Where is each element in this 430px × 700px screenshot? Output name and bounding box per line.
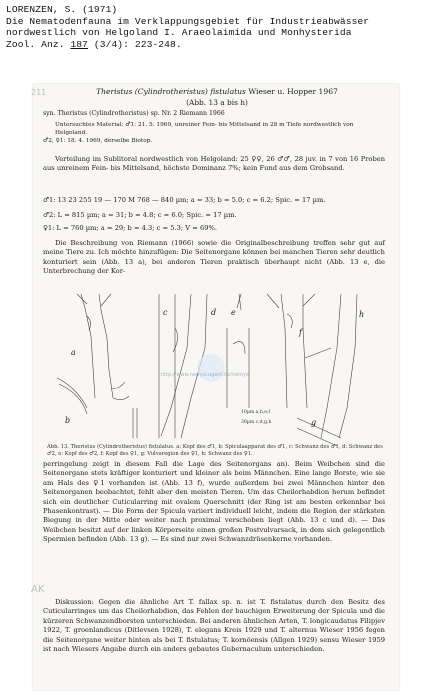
pencil-note-side: AK: [31, 584, 45, 595]
figure-label-a: a: [71, 348, 76, 357]
discussion-paragraph: Diskussion: Gegen die ähnliche Art T. fallax sp. n. ist T. fistulatus durch den Besitz des Cuticularringes um das Cheilorhabdion, das Fehlen der bauchigen Erweiterung der Spicula und die kürzeren Schwanzendborsten unterschieden. Bei anderen ähnlichen Arten, T. longicaudatus Filipjev 1922, T. groenlandicus (Ditlevsen 1928), T. elegans Kreis 1929 und T. alternus Wieser 1956 fegen die Seitenorgane weiter hinten als bei T. fistulatus; T. kornöensis (Allgen 1929) sensu Wieser 1959 ist nach Wiesers Angabe durch ein anders gebautes Gubernaculum unterschieden.: [43, 598, 385, 654]
citation-title-1: Die Nematodenfauna im Verklappungsgebiet für Industrieabwässer: [6, 15, 370, 27]
measurement-male-2: ♂2: L = 815 µm; a = 31; b = 4.8; c = 6.0; Spic. = 17 µm.: [43, 211, 237, 219]
figure-label-b: b: [65, 416, 71, 425]
figure-watermark: http://www.nemys.ugent.be/nemys: [161, 372, 249, 378]
citation-block: [6, 4, 426, 50]
citation-volume: 187: [70, 38, 89, 50]
measurement-male-1: ♂1: 13 23 255 19 — 170 M 768 — 840 µm; a = 33; b = 5.0; c = 6.2; Spic. = 17 µm.: [43, 196, 326, 204]
figure-label-f: f: [299, 328, 302, 337]
figure-reference: (Abb. 13 a bis h): [186, 98, 248, 107]
figure-scale-2: 30µm c,d,g,h: [241, 420, 272, 425]
synonym-line: syn. Theristus (Cylindrotheristus) sp. Nr. 2 Riemann 1966: [43, 110, 225, 117]
citation-title-2: nordwestlich von Helgoland I. Araeolaimida und Monhysterida: [6, 27, 352, 39]
citation-journal: Zool. Anz. 187 (3/4): 223-248.: [6, 38, 182, 50]
figure-caption: Abb. 13. Theristus (Cylindrotheristus) fistulatus. a: Kopf des ♂1, b: Spiculaapparat des ♂1, c: Schwanz des ♂1, d: Schwanz des ♂2, e: Kopf des ♂2, f: Kopf des ♀1, g: Vulvaregion des ♀1, h: Schwanz des ♀1.: [47, 444, 383, 457]
figure-label-c: c: [163, 308, 168, 317]
pencil-note-top: 211: [31, 88, 47, 97]
body-paragraph: perringelung zeigt in diesem Fall die Lage des Seitenorgans an). Beim Weibchen sind die Seitenorgane stets kräftiger konturiert und kleiner als beim Männchen. Eine lange Borste, wie sie am Hals des ♀1 vorhanden ist (Abb. 13 f), wurde außerdem bei zwei Männchen hinter den Seitenorganen beobachtet, fehlt aber den meisten Tieren. Um das Cheilorhabdion herum befindet sich ein deutlicher Cuticularring mit ovalem Querschnitt (der Ring ist am besten erkennbar bei Phasenkontrast). — Die Form der Spicula variiert individuell leicht, indem die Region der stärksten Biegung in der Mitte oder weiter nach proximal verschoben liegt (Abb. 13 c und d). — Das Weibchen besitzt auf der linken Körperseite einen großen Postvulvarsack, in dem sich gelegentlich Spermien befinden (Abb. 13 g). — Es sind nur zwei Schwanzdrüsenkerne vorhanden.: [43, 460, 385, 544]
distribution-paragraph: Verteilung im Sublitoral nordwestlich von Helgoland: 25 ♀♀, 26 ♂♂, 28 juv. in 7 von 16 Proben aus unreinem Fein- bis Mittelsand, höchste Dominanz 7%; kein Fund aus dem Grobsand.: [43, 155, 385, 173]
material-second: ♂2, ♀1: 18. 4. 1969, derselbe Biotop.: [43, 138, 153, 144]
figure-label-h: h: [359, 310, 365, 319]
species-heading: Theristus (Cylindrotheristus) fistulatus Wieser u. Hopper 1967: [96, 87, 338, 96]
figure-drawing: [41, 288, 393, 448]
description-paragraph: Die Beschreibung von Riemann (1966) sowie die Originalbeschreibung treffen sehr gut auf meine Tiere zu. Ich möchte hinzufügen: Die Seitenorgane können bei manchen Tieren sehr deutlich konturiert sein (Abb. 13 a), bei anderen Tieren praktisch überhaupt nicht (Abb. 13 e, die Unterbrechung der Kor-: [43, 239, 385, 276]
citation-author: LORENZEN, S. (1971): [6, 4, 118, 15]
figure-label-d: d: [211, 308, 217, 317]
article-scan: [33, 84, 399, 690]
material-examined: Untersuchtes Material: ♂1: 21. 5. 1969, unreiner Fein- bis Mittelsand in 28 m Tiefe nordwestlich von Helgoland.: [55, 122, 354, 136]
figure-scale-1: 10µm a,b,e,f: [241, 410, 271, 415]
figure-label-g: g: [311, 418, 317, 427]
measurement-female-1: ♀1: L = 760 µm; a = 29; b = 4.3; c = 5.3; V = 69%.: [43, 224, 217, 232]
figure-label-e: e: [231, 308, 236, 317]
